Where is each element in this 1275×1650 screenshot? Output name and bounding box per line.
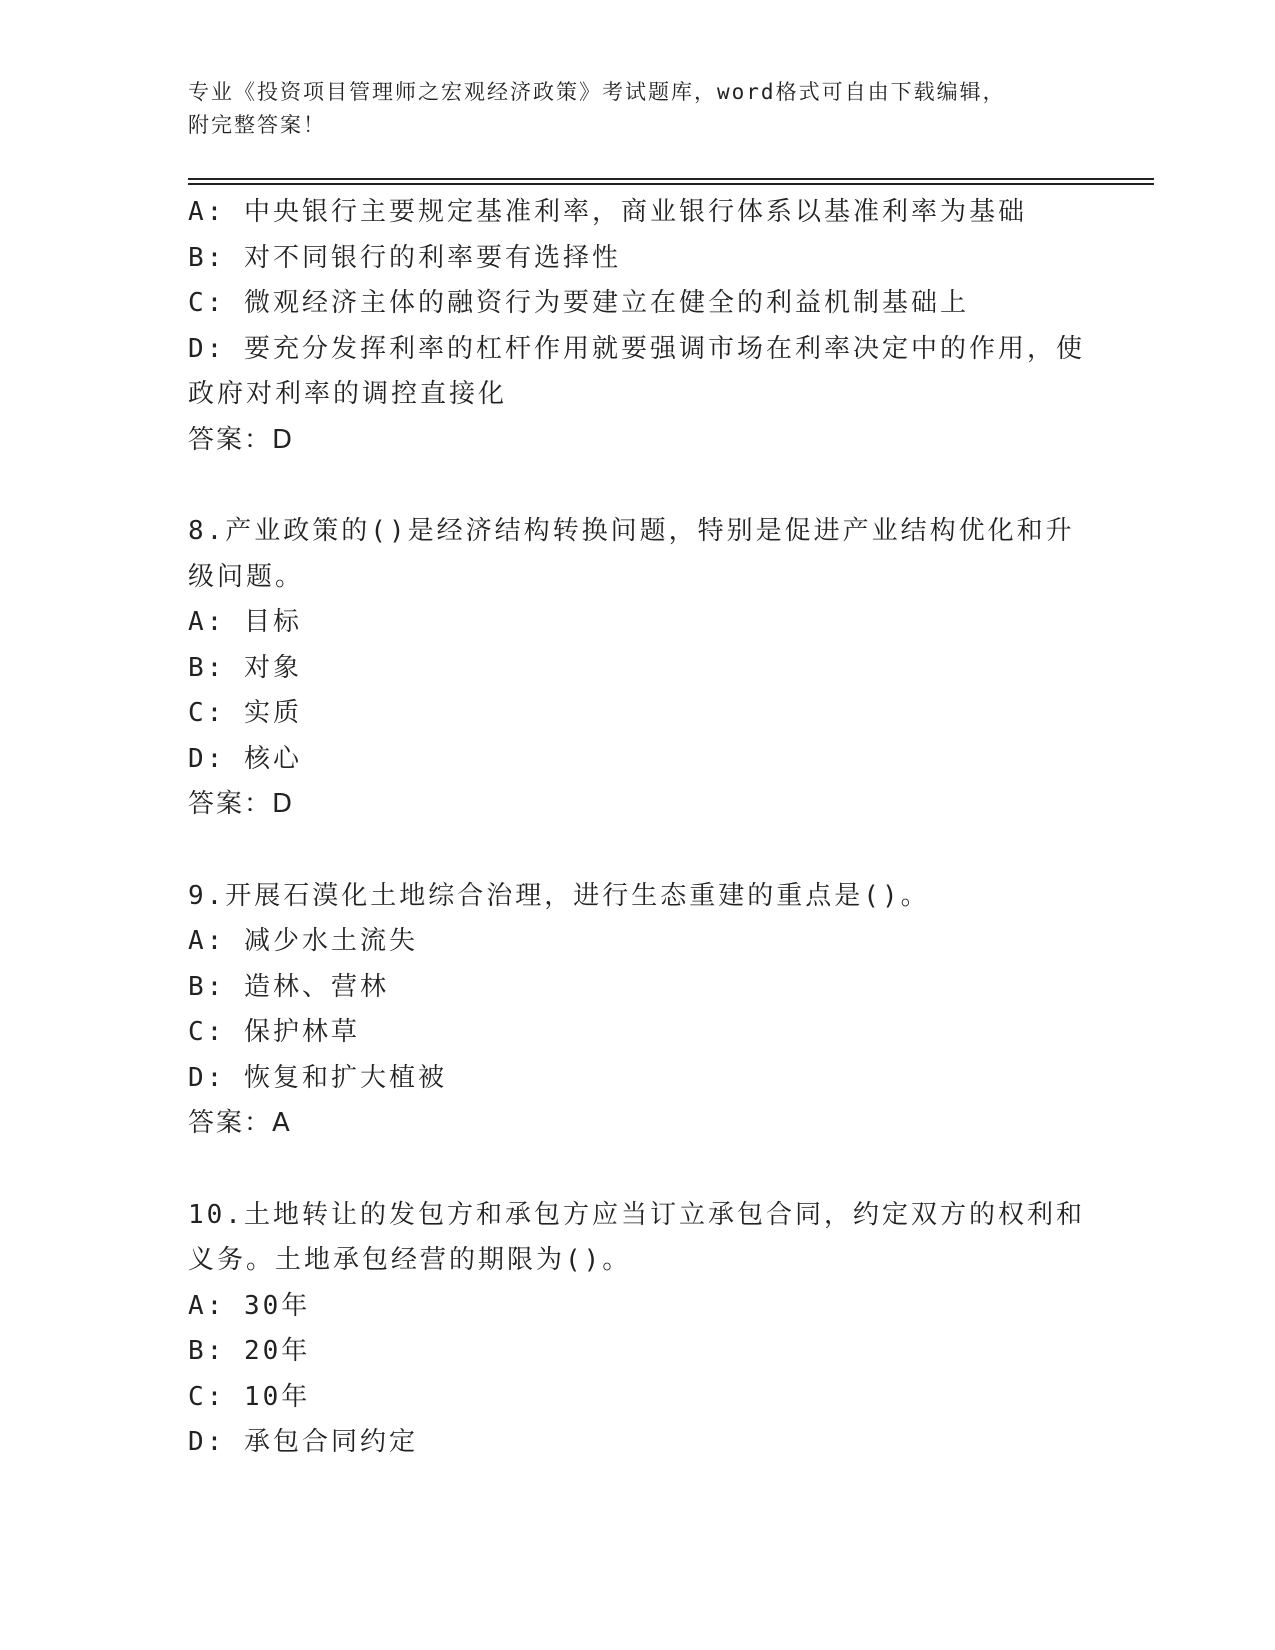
option-c: C: 10年 bbox=[188, 1381, 311, 1412]
question-stem: 10.土地转让的发包方和承包方应当订立承包合同，约定双方的权利和义务。土地承包经营的期限为()。 bbox=[188, 1199, 1085, 1275]
question-8 bbox=[188, 509, 1088, 828]
option-b: B: 对象 bbox=[188, 652, 302, 683]
option-c: C: 实质 bbox=[188, 698, 302, 728]
question-9 bbox=[188, 874, 1088, 1147]
option-c: C: 微观经济主体的融资行为要建立在健全的利益机制基础上 bbox=[188, 288, 969, 318]
header-line-1: 专业《投资项目管理师之宏观经济政策》考试题库，word格式可自由下载编辑， bbox=[188, 80, 1006, 104]
question-7-continued bbox=[188, 190, 1088, 463]
option-d: D: 承包合同约定 bbox=[188, 1427, 418, 1457]
option-c: C: 保护林草 bbox=[188, 1017, 360, 1047]
header-line-2: 附完整答案！ bbox=[188, 113, 326, 137]
question-stem: 8.产业政策的()是经济结构转换问题，特别是促进产业结构优化和升级问题。 bbox=[188, 516, 1075, 592]
answer: 答案：D bbox=[188, 789, 295, 819]
option-a: A: 目标 bbox=[188, 607, 302, 637]
option-d: D: 要充分发挥利率的杠杆作用就要强调市场在利率决定中的作用，使政府对利率的调控直接化 bbox=[188, 333, 1085, 409]
question-10 bbox=[188, 1193, 1088, 1466]
question-list bbox=[188, 190, 1088, 1466]
option-d: D: 恢复和扩大植被 bbox=[188, 1062, 447, 1093]
option-b: B: 对不同银行的利率要有选择性 bbox=[188, 242, 621, 273]
header-divider-top bbox=[188, 178, 1154, 180]
option-a: A: 30年 bbox=[188, 1290, 311, 1321]
document-header bbox=[188, 76, 1068, 142]
header-divider-bottom bbox=[188, 183, 1154, 185]
answer: 答案：A bbox=[188, 1108, 292, 1138]
option-a: A: 减少水土流失 bbox=[188, 926, 418, 956]
option-b: B: 20年 bbox=[188, 1336, 311, 1366]
answer: 答案：D bbox=[188, 424, 295, 455]
option-d: D: 核心 bbox=[188, 743, 302, 774]
option-a: A: 中央银行主要规定基准利率，商业银行体系以基准利率为基础 bbox=[188, 197, 1027, 227]
question-stem: 9.开展石漠化土地综合治理，进行生态重建的重点是()。 bbox=[188, 880, 930, 911]
option-b: B: 造林、营林 bbox=[188, 971, 389, 1002]
